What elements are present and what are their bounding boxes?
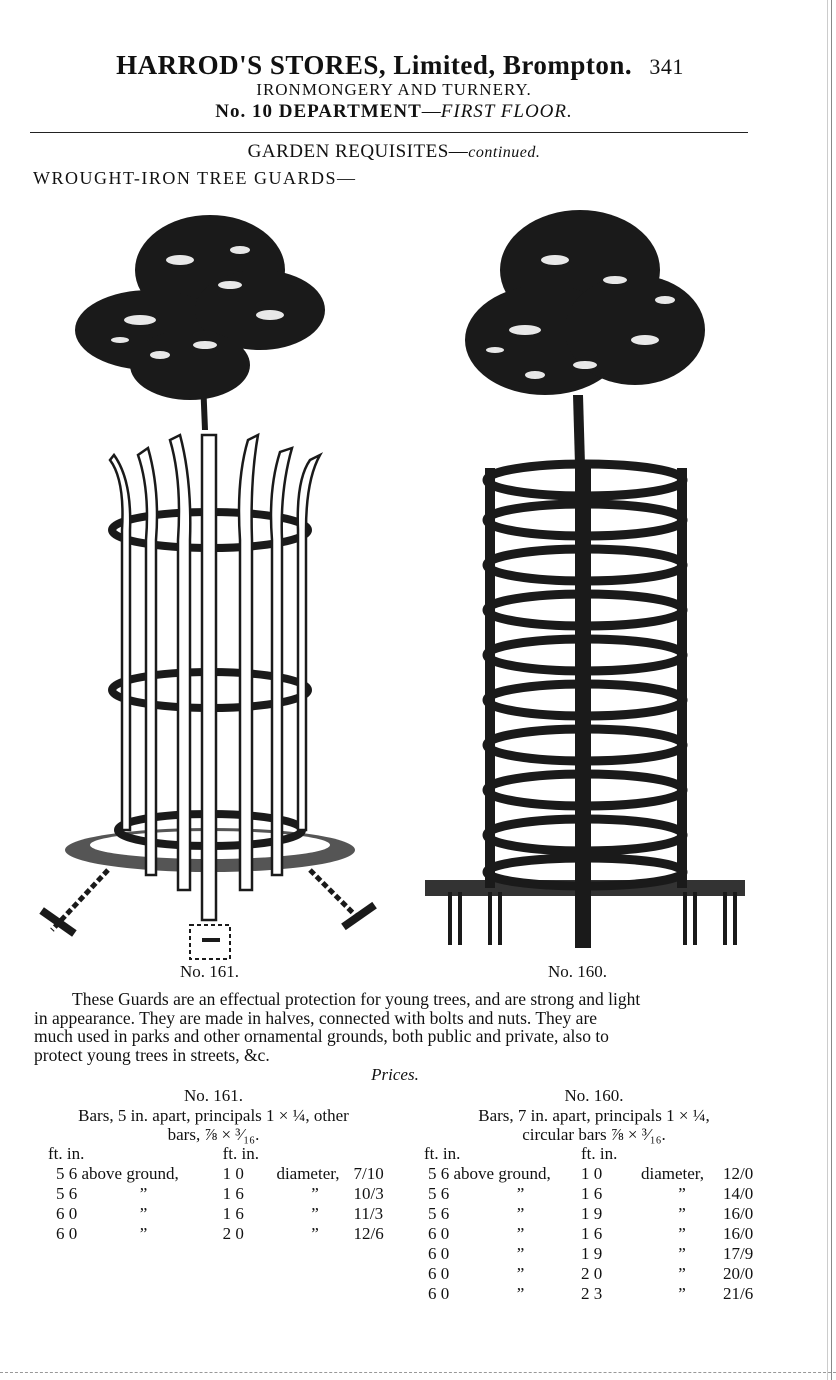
cell-label: ” [311,1204,319,1223]
column-header: ft. in. [222,1144,259,1163]
cell-height: 5 6 [428,1204,450,1223]
cell-label: ” [678,1184,686,1203]
cell-height: 6 0 [428,1244,450,1263]
cell-label: ” [311,1224,319,1243]
cell-where: ” [139,1184,148,1203]
cell-where: above ground, [81,1164,179,1183]
cell-price: 12/0 [723,1164,754,1183]
cell-height: 6 0 [428,1284,450,1303]
column-header: ft. in. [48,1144,85,1163]
cell-size: 1 6 [581,1224,603,1243]
cell-label: ” [311,1184,319,1203]
price-table-161 [36,1086,391,1244]
cell-where: ” [516,1284,525,1303]
table-note: circular bars ⅞ × ³⁄₁₆. [522,1125,666,1144]
cell-height: 6 0 [428,1224,450,1243]
cell-where: ” [516,1244,525,1263]
cell-price: 12/6 [353,1224,384,1243]
table-row [424,1184,763,1204]
description-paragraph [34,990,752,1064]
header-rule [30,132,748,133]
cell-where: ” [516,1204,525,1223]
table-row [424,1244,763,1264]
table-note: Bars, 7 in. apart, principals 1 × ¼, [478,1106,710,1125]
section-title: GARDEN REQUISITES [247,141,449,162]
cell-label: ” [678,1284,686,1303]
cell-size: 1 0 [222,1164,244,1183]
cell-price: 10/3 [353,1184,384,1203]
cell-label: ” [678,1244,686,1263]
cell-price: 17/9 [723,1244,754,1263]
cell-size: 1 6 [222,1184,244,1203]
cell-size: 1 6 [581,1184,603,1203]
cell-size: 1 9 [581,1244,603,1263]
description-line: in appearance. They are made in halves, connected with bolts and nuts. They are [34,1007,598,1028]
figure-caption-160: No. 160. [548,962,608,981]
cell-label: ” [678,1264,686,1283]
tree-foliage-icon [75,215,325,400]
section-subtitle: WROUGHT-IRON TREE GUARDS— [33,168,357,188]
cell-label: ” [678,1224,686,1243]
cell-where: ” [516,1264,525,1283]
cell-size: 2 0 [581,1264,603,1283]
tree-guard-161-illustration [30,190,380,970]
cell-price: 20/0 [723,1264,754,1283]
figure-caption-161: No. 161. [180,962,240,981]
cell-label: diameter, [276,1164,340,1183]
cell-where: ” [516,1184,525,1203]
department-floor: FIRST FLOOR. [440,101,573,122]
cell-height: 5 6 [428,1164,450,1183]
table-row [424,1264,763,1284]
cell-price: 11/3 [353,1204,384,1223]
cell-size: 2 0 [222,1224,244,1243]
page-edge [827,0,828,1380]
cell-size: 1 6 [222,1204,244,1223]
column-header: ft. in. [424,1144,461,1163]
cell-price: 16/0 [723,1224,754,1243]
department-number: No. 10 DEPARTMENT [215,101,422,122]
cell-height: 6 0 [56,1224,78,1243]
cell-height: 6 0 [56,1204,78,1223]
cell-height: 5 6 [56,1184,78,1203]
description-line: much used in parks and other ornamental grounds, both public and private, also to [34,1026,609,1046]
table-row [424,1204,763,1224]
cell-price: 16/0 [723,1204,754,1223]
dash: — [421,101,441,122]
description-line: These Guards are an effectual protection for young trees, and are strong and light [72,989,641,1009]
table-note: bars, ⅞ × ³⁄₁₆. [167,1125,260,1144]
table-number: No. 160. [564,1086,624,1105]
table-row [36,1204,391,1224]
table-number: No. 161. [183,1086,244,1105]
cell-price: 14/0 [723,1184,754,1203]
page-title [0,50,800,81]
cell-where: ” [139,1204,148,1223]
section-continued: continued. [468,144,541,161]
column-header: ft. in. [581,1144,618,1163]
table-row [424,1284,763,1304]
section-heading: GARDEN REQUISITES—continued. [247,141,541,162]
table-note: Bars, 5 in. apart, principals 1 × ¼, other [78,1106,349,1125]
cell-where: above ground, [453,1164,551,1183]
cell-size: 1 9 [581,1204,603,1223]
cell-price: 7/10 [353,1164,384,1183]
cell-label: diameter, [641,1164,705,1183]
cell-price: 21/6 [723,1284,754,1303]
cell-height: 5 6 [56,1164,78,1183]
cell-where: ” [516,1224,525,1243]
cell-where: ” [139,1224,148,1243]
cell-height: 6 0 [428,1264,450,1283]
table-row [36,1224,391,1244]
table-row [424,1164,763,1184]
department-heading [0,101,788,123]
cell-label: ” [678,1204,686,1223]
cell-size: 1 0 [581,1164,603,1183]
prices-label: Prices. [371,1065,419,1084]
price-table-160 [424,1086,764,1304]
page-bottom-rule [0,1372,836,1373]
company-name: HARROD'S STORES, Limited, Brompton. [116,50,633,80]
table-row [36,1184,391,1204]
description-line: protect young trees in streets, &c. [34,1044,270,1065]
table-row [36,1164,391,1184]
page-number: 341 [649,54,684,79]
table-row [424,1224,763,1244]
cell-size: 2 3 [581,1284,603,1303]
tree-guard-160-illustration [415,200,755,960]
page-edge [831,0,832,1380]
cell-height: 5 6 [428,1184,450,1203]
department-line: IRONMONGERY AND TURNERY. [256,80,532,99]
